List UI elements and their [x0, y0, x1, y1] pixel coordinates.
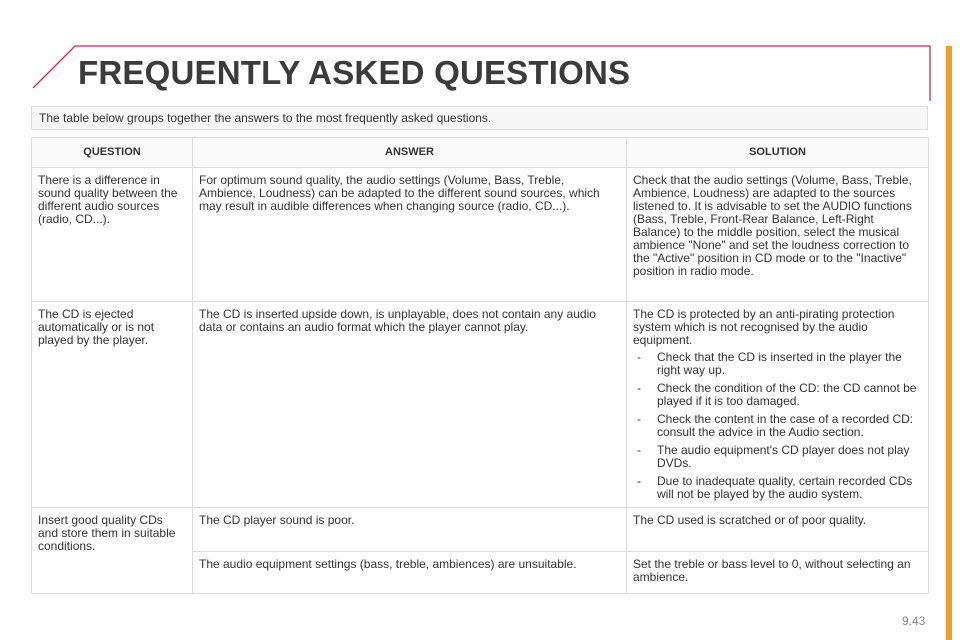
page-title: FREQUENTLY ASKED QUESTIONS — [78, 54, 631, 91]
solution-text: The CD is protected by an anti-pirating protection system which is not recognised by the audio equipment. — [633, 307, 895, 347]
table-row — [32, 302, 929, 508]
question-cell: The CD is ejected automatically or is not played by the player. — [32, 302, 193, 508]
answer-cell: The CD is inserted upside down, is unplayable, does not contain any audio data or contains an audio format which the player cannot play. — [193, 302, 627, 508]
answer-cell: For optimum sound quality, the audio settings (Volume, Bass, Treble, Ambience, Loudness) can be adapted to the different sound sources, which may result in audible differences when changing source (radio, CD...). — [193, 168, 627, 302]
page-number: 9.43 — [902, 614, 926, 628]
header-solution: SOLUTION — [627, 138, 929, 168]
question-cell: Insert good quality CDs and store them in suitable conditions. — [32, 508, 193, 594]
table-row — [32, 508, 929, 552]
solution-cell: The CD used is scratched or of poor quality. — [627, 508, 929, 552]
solution-step: - Due to inadequate quality, certain recorded CDs will not be played by the audio system. — [633, 475, 922, 501]
header-answer: ANSWER — [193, 138, 627, 168]
header-question: QUESTION — [32, 138, 193, 168]
table-header-row — [32, 138, 929, 168]
table-row — [32, 168, 929, 302]
answer-cell: The CD player sound is poor. — [193, 508, 627, 552]
solution-step: - Check the condition of the CD: the CD cannot be played if it is too damaged. — [633, 382, 922, 408]
solution-cell: Set the treble or bass level to 0, without selecting an ambience. — [627, 552, 929, 594]
solution-step: - Check the content in the case of a recorded CD: consult the advice in the Audio section. — [633, 413, 922, 439]
solution-steps — [633, 351, 922, 501]
side-accent-bar — [946, 46, 952, 640]
solution-step: - The audio equipment's CD player does not play DVDs. — [633, 444, 922, 470]
question-cell: There is a difference in sound quality between the different audio sources (radio, CD...). — [32, 168, 193, 302]
solution-cell: Check that the audio settings (Volume, Bass, Treble, Ambience, Loudness) are adapted to the sources listened to. It is advisable to set the AUDIO functions (Bass, Treble, Front-Rear Balance, Left-Right Balance) to the middle position, select the musical ambience "None" and set the loudness correction to the "Active" position in CD mode or to the "Inactive" position in radio mode. — [627, 168, 929, 302]
answer-cell: The audio equipment settings (bass, treble, ambiences) are unsuitable. — [193, 552, 627, 594]
faq-table — [31, 137, 929, 594]
solution-step: - Check that the CD is inserted in the player the right way up. — [633, 351, 922, 377]
solution-cell — [627, 302, 929, 508]
intro-text: The table below groups together the answers to the most frequently asked questions. — [31, 106, 928, 130]
